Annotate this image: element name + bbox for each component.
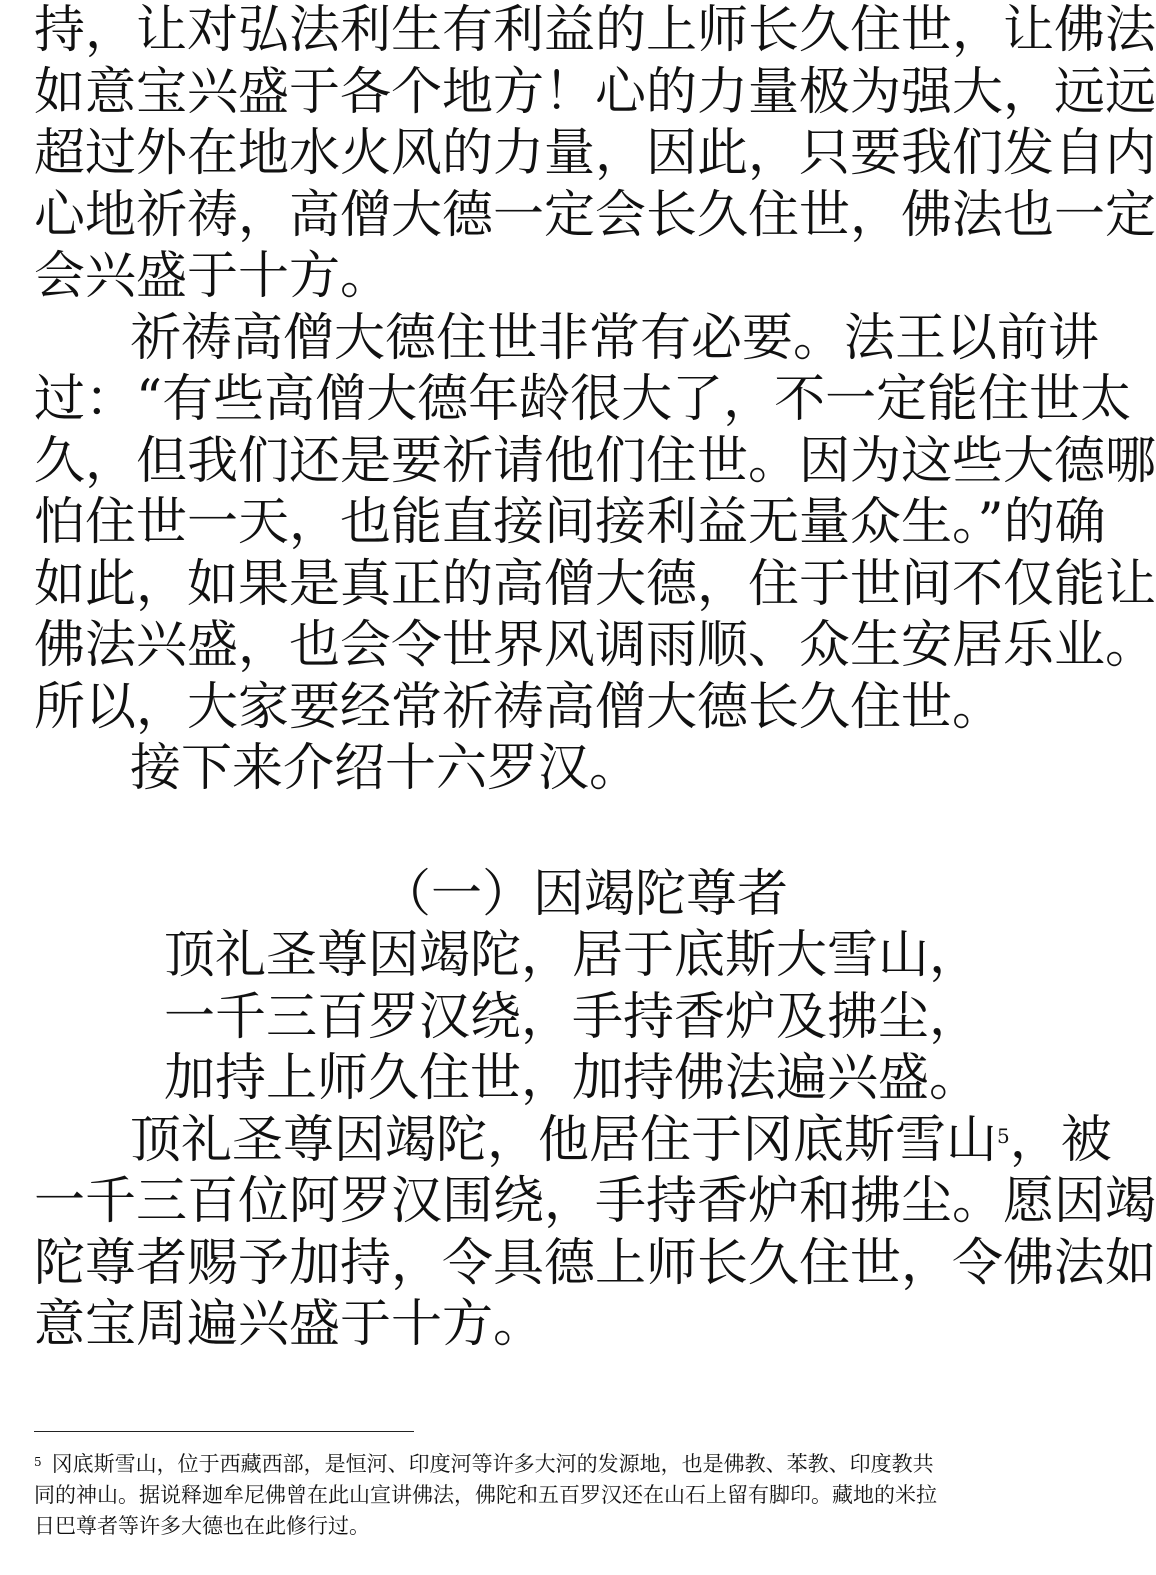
paragraph-3 xyxy=(34,738,1058,800)
page-body xyxy=(34,0,1156,1356)
text-line: 超过外在地水火风的力量，因此，只要我们发自内 xyxy=(34,124,1156,183)
verse-block xyxy=(34,925,1058,1110)
text-line: 祈祷高僧大德住世非常有必要。法王以前讲 xyxy=(130,308,1100,368)
footnote-text: 冈底斯雪山，位于西藏西部，是恒河、印度河等许多大河的发源地，也是佛教、苯教、印度教共 xyxy=(51,1452,934,1476)
text-line: 心地祈祷，高僧大德一定会长久住世，佛法也一定 xyxy=(34,185,1156,245)
section-spacer xyxy=(34,800,1058,864)
text-line: 佛法兴盛，也会令世界风调雨顺、众生安居乐业。 xyxy=(34,616,1156,675)
footnote-divider xyxy=(34,1431,414,1432)
text-segment: ，被 xyxy=(1009,1110,1112,1170)
footnote-line xyxy=(34,1449,1058,1480)
text-line: 一千三百位阿罗汉围绕，手持香炉和拂尘。愿因竭 xyxy=(34,1172,1156,1231)
footnote-reference[interactable]: 5 xyxy=(997,1123,1010,1148)
text-line: 久，但我们还是要祈请他们住世。因为这些大德哪 xyxy=(34,431,1156,491)
footnote-marker: 5 xyxy=(34,1455,42,1469)
text-line: 过：“有些高僧大德年龄很大了，不一定能住世太 xyxy=(34,370,1132,429)
paragraph-2 xyxy=(34,308,1156,739)
text-line: 会兴盛于十方。 xyxy=(34,247,392,306)
verse-line: 一千三百罗汉绕，手持香炉及拂尘， xyxy=(164,987,981,1047)
text-line: 怕住世一天，也能直接间接利益无量众生。”的确 xyxy=(34,493,1106,552)
text-line xyxy=(34,1110,1112,1172)
verse-line: 顶礼圣尊因竭陀，居于底斯大雪山， xyxy=(164,926,981,985)
text-line: 如此，如果是真正的高僧大德，住于世间不仅能让 xyxy=(34,554,1156,614)
footnote-line: 日巴尊者等许多大德也在此修行过。 xyxy=(34,1514,370,1538)
text-line: 接下来介绍十六罗汉。 xyxy=(130,739,641,798)
text-line: 陀尊者赐予加持，令具德上师长久住世，令佛法如 xyxy=(34,1233,1156,1293)
paragraph-4 xyxy=(34,1110,1156,1356)
paragraph-1 xyxy=(34,0,1156,308)
footnote xyxy=(34,1449,1058,1542)
text-line: 所以，大家要经常祈祷高僧大德长久住世。 xyxy=(34,677,1004,737)
footnote-line: 同的神山。据说释迦牟尼佛曾在此山宣讲佛法，佛陀和五百罗汉还在山石上留有脚印。藏地的米拉 xyxy=(34,1483,937,1507)
text-line: 持，让对弘法利生有利益的上师长久住世，让佛法 xyxy=(34,1,1156,60)
section-heading: （一）因竭陀尊者 xyxy=(380,864,789,924)
text-line: 如意宝兴盛于各个地方！心的力量极为强大，远远 xyxy=(34,62,1156,122)
text-segment: 顶礼圣尊因竭陀，他居住于冈底斯雪山 xyxy=(130,1110,998,1170)
verse-line: 加持上师久住世，加持佛法遍兴盛。 xyxy=(164,1049,981,1108)
text-line: 意宝周遍兴盛于十方。 xyxy=(34,1295,545,1354)
